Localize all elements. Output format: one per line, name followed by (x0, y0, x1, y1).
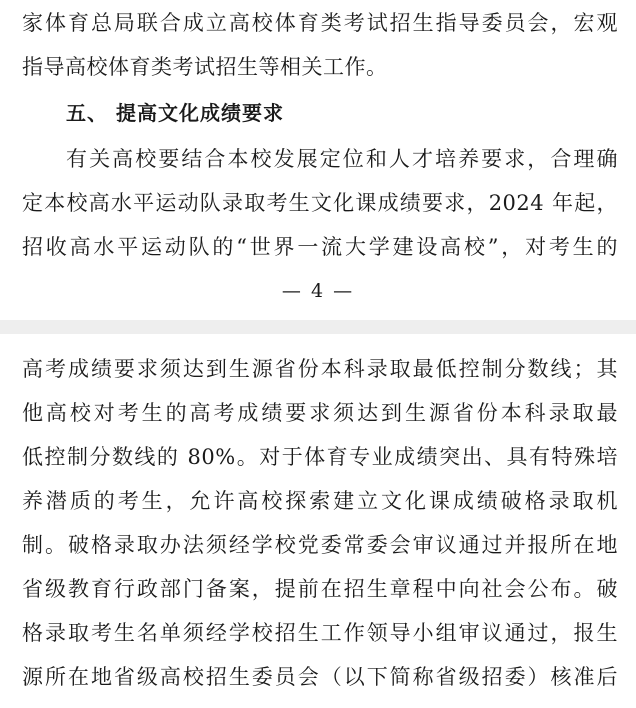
section-heading: 五、 提高文化成绩要求 (66, 101, 284, 125)
body-text-line: 源所在地省级高校招生委员会（以下简称省级招委）核准后 (22, 665, 618, 689)
body-text-line: 省级教育行政部门备案，提前在招生章程中向社会公布。破 (22, 577, 618, 601)
body-text-line: 制。破格录取办法须经学校党委常委会审议通过并报所在地 (22, 533, 618, 557)
body-text-line: 有关高校要结合本校发展定位和人才培养要求，合理确 (66, 147, 618, 171)
body-text-line: 家体育总局联合成立高校体育类考试招生指导委员会，宏观 (22, 11, 618, 35)
body-text-line: 定本校高水平运动队录取考生文化课成绩要求，2024 年起， (22, 191, 618, 215)
body-text-line: 养潜质的考生，允许高校探索建立文化课成绩破格录取机 (22, 489, 618, 513)
body-text-line: 招收高水平运动队的“世界一流大学建设高校”，对考生的 (22, 235, 618, 259)
document-page-bottom (0, 334, 636, 708)
body-text-line: 高考成绩要求须达到生源省份本科录取最低控制分数线；其 (22, 357, 618, 381)
body-text-line: 指导高校体育类考试招生等相关工作。 (22, 55, 388, 79)
page-number: — 4 — (281, 280, 355, 302)
body-text-line: 他高校对考生的高考成绩要求须达到生源省份本科录取最 (22, 401, 618, 425)
document-page-top (0, 0, 636, 320)
body-text-line: 格录取考生名单须经学校招生工作领导小组审议通过，报生 (22, 621, 618, 645)
body-text-line: 低控制分数线的 80%。对于体育专业成绩突出、具有特殊培 (22, 445, 618, 469)
page-separator (0, 320, 636, 334)
